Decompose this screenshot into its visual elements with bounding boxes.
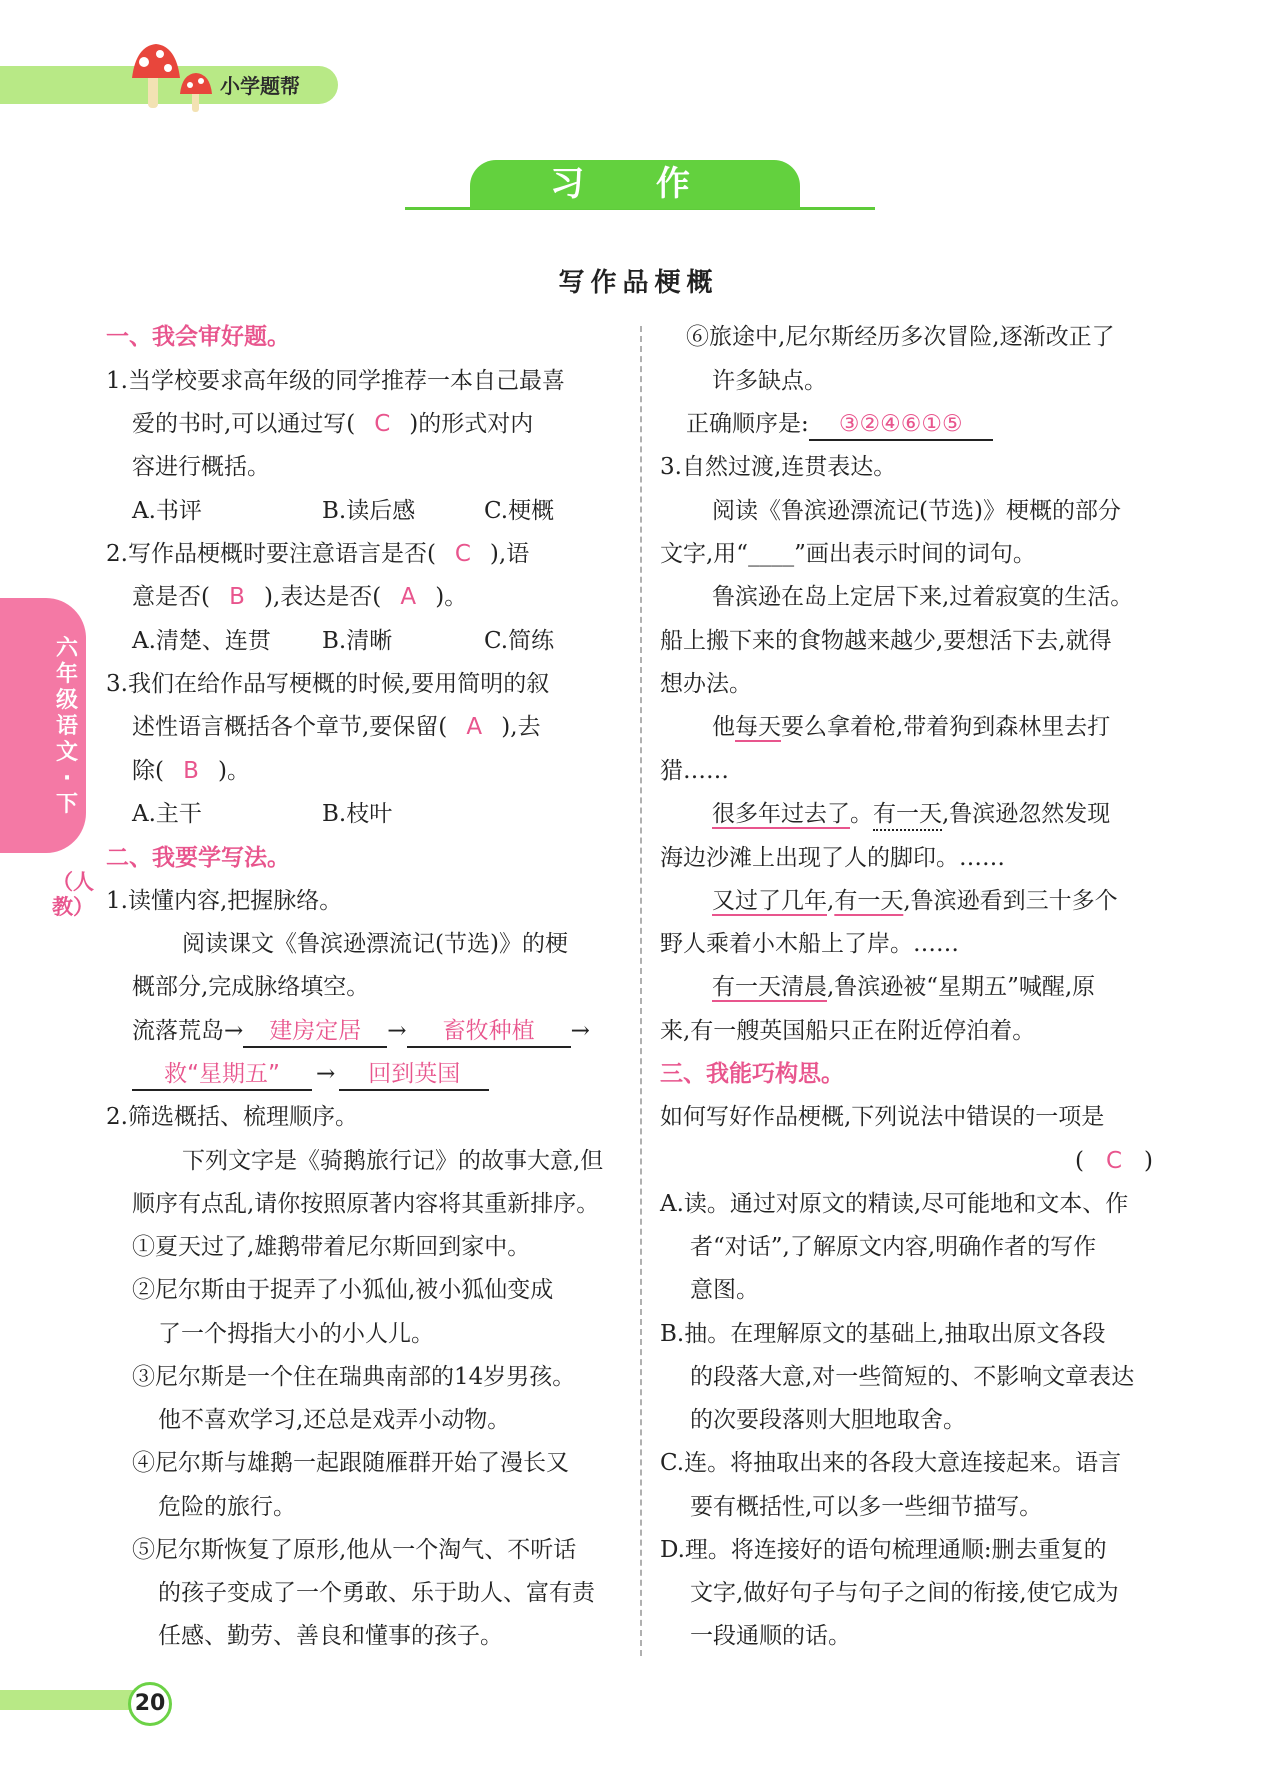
p1-line: 阅读课文《鲁滨逊漂流记(节选)》的梗 [182,931,568,957]
order-answer-line: 正确顺序是: ③②④⑥①⑤ [686,409,993,441]
dotted-phrase: 有一天 [873,799,942,831]
option-line: D.理。将连接好的语句梳理通顺:删去重复的 [660,1537,1107,1563]
q3-options: A.主干 B.枝叶 [132,801,393,827]
excerpt-line: 猎…… [660,758,729,784]
p1-line: 概部分,完成脉络填空。 [132,974,370,1000]
section-1-title: 一、我会审好题。 [106,324,290,350]
list-item: 许多缺点。 [712,368,827,394]
time-phrase: 很多年过去了 [712,801,850,827]
excerpt-line: 又过了几年,有一天,鲁滨逊看到三十多个 [712,888,1118,914]
q3-line: 3.我们在给作品写梗概的时候,要用简明的叙 [106,671,550,697]
list-item: ⑥旅途中,尼尔斯经历多次冒险,逐渐改正了 [686,324,1115,350]
answer: ③②④⑥①⑤ [809,409,993,441]
list-item: ①夏天过了,雄鹅带着尼尔斯回到家中。 [132,1234,531,1260]
q2-options: A.清楚、连贯 B.清晰 C.简练 [132,628,555,654]
list-item: 危险的旅行。 [158,1494,296,1520]
answer: C [454,541,471,567]
excerpt-line: 海边沙滩上出现了人的脚印。…… [660,845,1005,871]
section-3-title: 三、我能巧构思。 [660,1061,844,1087]
excerpt-line: 想办法。 [660,671,752,697]
edition-label: （人教） [52,870,94,919]
option-line: 要有概括性,可以多一些细节描写。 [690,1494,1043,1520]
list-item: 的孩子变成了一个勇敢、乐于助人、富有责 [158,1580,595,1606]
excerpt-line: 船上搬下来的食物越来越少,要想活下去,就得 [660,628,1112,654]
list-item: ②尼尔斯由于捉弄了小狐仙,被小狐仙变成 [132,1277,554,1303]
brand-label: 小学题帮 [220,74,300,98]
answer-bracket: ( C ) [1075,1148,1153,1174]
q1-line: 1.当学校要求高年级的同学推荐一本自己最喜 [106,368,565,394]
p3-line: 3.自然过渡,连贯表达。 [660,454,897,480]
p2-line: 下列文字是《骑鹅旅行记》的故事大意,但 [182,1148,604,1174]
option-line: 文字,做好句子与句子之间的衔接,使它成为 [690,1580,1119,1606]
list-item: ④尼尔斯与雄鹅一起跟随雁群开始了漫长又 [132,1450,569,1476]
answer: 救“星期五” [132,1059,312,1091]
time-phrase: 有一天 [834,888,904,914]
answer: C [374,411,391,437]
grade-label: 六年级语文·下 [55,636,78,817]
section-2-title: 二、我要学写法。 [106,845,290,871]
column-divider [640,326,642,1656]
footer-band [0,1690,138,1710]
excerpt-line: 很多年过去了。有一天,鲁滨逊忽然发现 [712,799,1110,831]
answer: B [183,758,199,784]
list-item: ③尼尔斯是一个住在瑞典南部的14岁男孩。 [132,1364,576,1390]
mushroom-icon [130,40,222,116]
list-item: 了一个拇指大小的小人儿。 [158,1321,434,1347]
answer: B [229,584,245,610]
excerpt-line: 野人乘着小木船上了岸。…… [660,931,959,957]
q2-line: 意是否( B ),表达是否( A )。 [132,584,468,610]
q3-line: 述性语言概括各个章节,要保留( A ),去 [132,714,541,740]
q1-line: 爱的书时,可以通过写( C )的形式对内 [132,411,534,437]
answer: A [400,584,417,610]
section-subtitle: 写作品梗概 [558,268,719,298]
option-line: B.抽。在理解原文的基础上,抽取出原文各段 [660,1321,1106,1347]
list-item: 他不喜欢学习,还总是戏弄小动物。 [158,1407,511,1433]
time-phrase: 每天 [735,714,781,740]
p3-line: 阅读《鲁滨逊漂流记(节选)》梗概的部分 [712,498,1121,524]
p1-line: 1.读懂内容,把握脉络。 [106,888,343,914]
answer: C [1105,1148,1123,1174]
option-line: 者“对话”,了解原文内容,明确作者的写作 [690,1234,1097,1260]
p1-flow: 流落荒岛→ 建房定居 → 畜牧种植 → [132,1016,590,1048]
q2-line: 2.写作品梗概时要注意语言是否( C ),语 [106,541,530,567]
option-line: 的段落大意,对一些简短的、不影响文章表达 [690,1364,1135,1390]
excerpt-line: 有一天清晨,鲁滨逊被“星期五”喊醒,原 [712,974,1096,1000]
page-title: 习 作 [550,164,720,204]
excerpt-line: 鲁滨逊在岛上定居下来,过着寂寞的生活。 [712,584,1134,610]
option-line: 的次要段落则大胆地取舍。 [690,1407,966,1433]
answer: A [466,714,483,740]
time-phrase: 有一天清晨 [712,974,827,1000]
list-item: 任感、勤劳、善良和懂事的孩子。 [158,1623,503,1649]
answer: 畜牧种植 [407,1016,571,1048]
time-phrase: 又过了几年 [712,888,827,914]
page-number: 20 [128,1682,172,1726]
q1-options: A.书评 B.读后感 C.梗概 [132,498,555,524]
q3-line: 除( B )。 [132,758,250,784]
option-line: C.连。将抽取出来的各段大意连接起来。语言 [660,1450,1122,1476]
answer: 建房定居 [243,1016,387,1048]
p2-line: 顺序有点乱,请你按照原著内容将其重新排序。 [132,1191,600,1217]
q1-line: 容进行概括。 [132,454,270,480]
question-line: 如何写好作品梗概,下列说法中错误的一项是 [660,1104,1105,1130]
option-line: 意图。 [690,1277,759,1303]
p3-line: 文字,用“____”画出表示时间的词句。 [660,541,1036,567]
p1-flow: 救“星期五” → 回到英国 [132,1059,489,1091]
answer: 回到英国 [339,1059,489,1091]
p2-line: 2.筛选概括、梳理顺序。 [106,1104,358,1130]
list-item: ⑤尼尔斯恢复了原形,他从一个淘气、不听话 [132,1537,577,1563]
option-line: A.读。通过对原文的精读,尽可能地和文本、作 [660,1191,1129,1217]
excerpt-line: 他每天要么拿着枪,带着狗到森林里去打 [712,714,1111,740]
option-line: 一段通顺的话。 [690,1623,851,1649]
excerpt-line: 来,有一艘英国船只正在附近停泊着。 [660,1018,1036,1044]
